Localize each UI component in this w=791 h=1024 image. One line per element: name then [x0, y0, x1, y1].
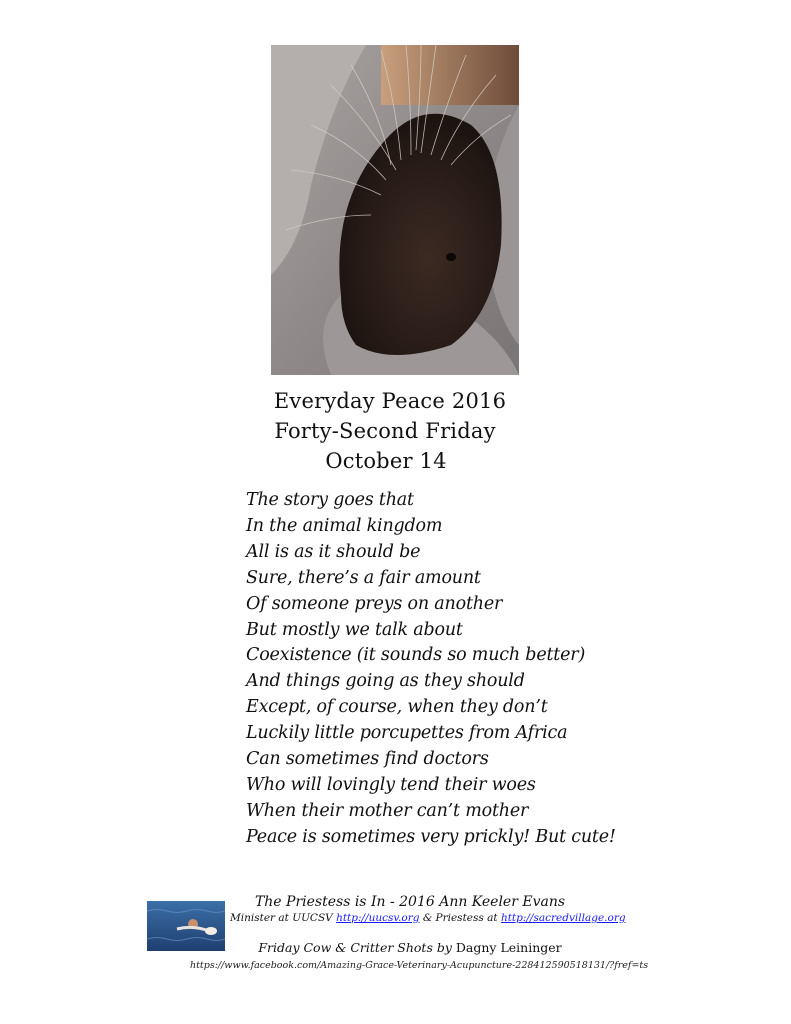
- poem-line: In the animal kingdom: [246, 515, 443, 536]
- poem-line: The story goes that: [246, 490, 414, 510]
- uucsv-link[interactable]: http://uucsv.org: [336, 912, 420, 924]
- poem-line: Luckily little porcupettes from Africa: [246, 723, 568, 744]
- poem-line: Can sometimes find doctors: [246, 749, 489, 770]
- title-block: [240, 386, 540, 476]
- poem-line: Who will lovingly tend their woes: [246, 774, 536, 795]
- poem-line: Peace is sometimes very prickly! But cute!: [246, 826, 616, 847]
- poem-line: Except, of course, when they don’t: [246, 697, 548, 718]
- priestess-text: & Priestess at: [419, 912, 501, 924]
- poem-line: When their mother can’t mother: [246, 800, 529, 821]
- photographer-name: Dagny Leininger: [455, 940, 562, 955]
- poem-line: Sure, there’s a fair amount: [246, 567, 481, 588]
- minister-text: Minister at UUCSV: [230, 912, 337, 924]
- poem-line: And things going as they should: [246, 671, 525, 692]
- photo-credit: [250, 939, 570, 957]
- title-line-3: October 14: [325, 449, 447, 473]
- poem-line: Of someone preys on another: [246, 593, 503, 614]
- credit-line: [230, 911, 630, 925]
- poem: [246, 488, 646, 851]
- title-line-1: Everyday Peace 2016: [273, 389, 507, 413]
- swimmer-photo: [147, 901, 225, 951]
- poem-line: Coexistence (it sounds so much better): [246, 645, 586, 666]
- credit-title: The Priestess is In - 2016 Ann Keeler Evans: [254, 894, 566, 910]
- sacredvillage-link[interactable]: http://sacredvillage.org: [500, 912, 626, 924]
- facebook-url: https://www.facebook.com/Amazing-Grace-Veterinary-Acupuncture-228412590518131/?fref=ts: [190, 960, 649, 971]
- title-line-2: Forty-Second Friday: [274, 419, 496, 443]
- poem-line: But mostly we talk about: [246, 619, 463, 640]
- poem-line: All is as it should be: [246, 541, 421, 562]
- porcupette-photo: [271, 45, 519, 375]
- photo-credit-prefix: Friday Cow & Critter Shots by: [258, 940, 456, 955]
